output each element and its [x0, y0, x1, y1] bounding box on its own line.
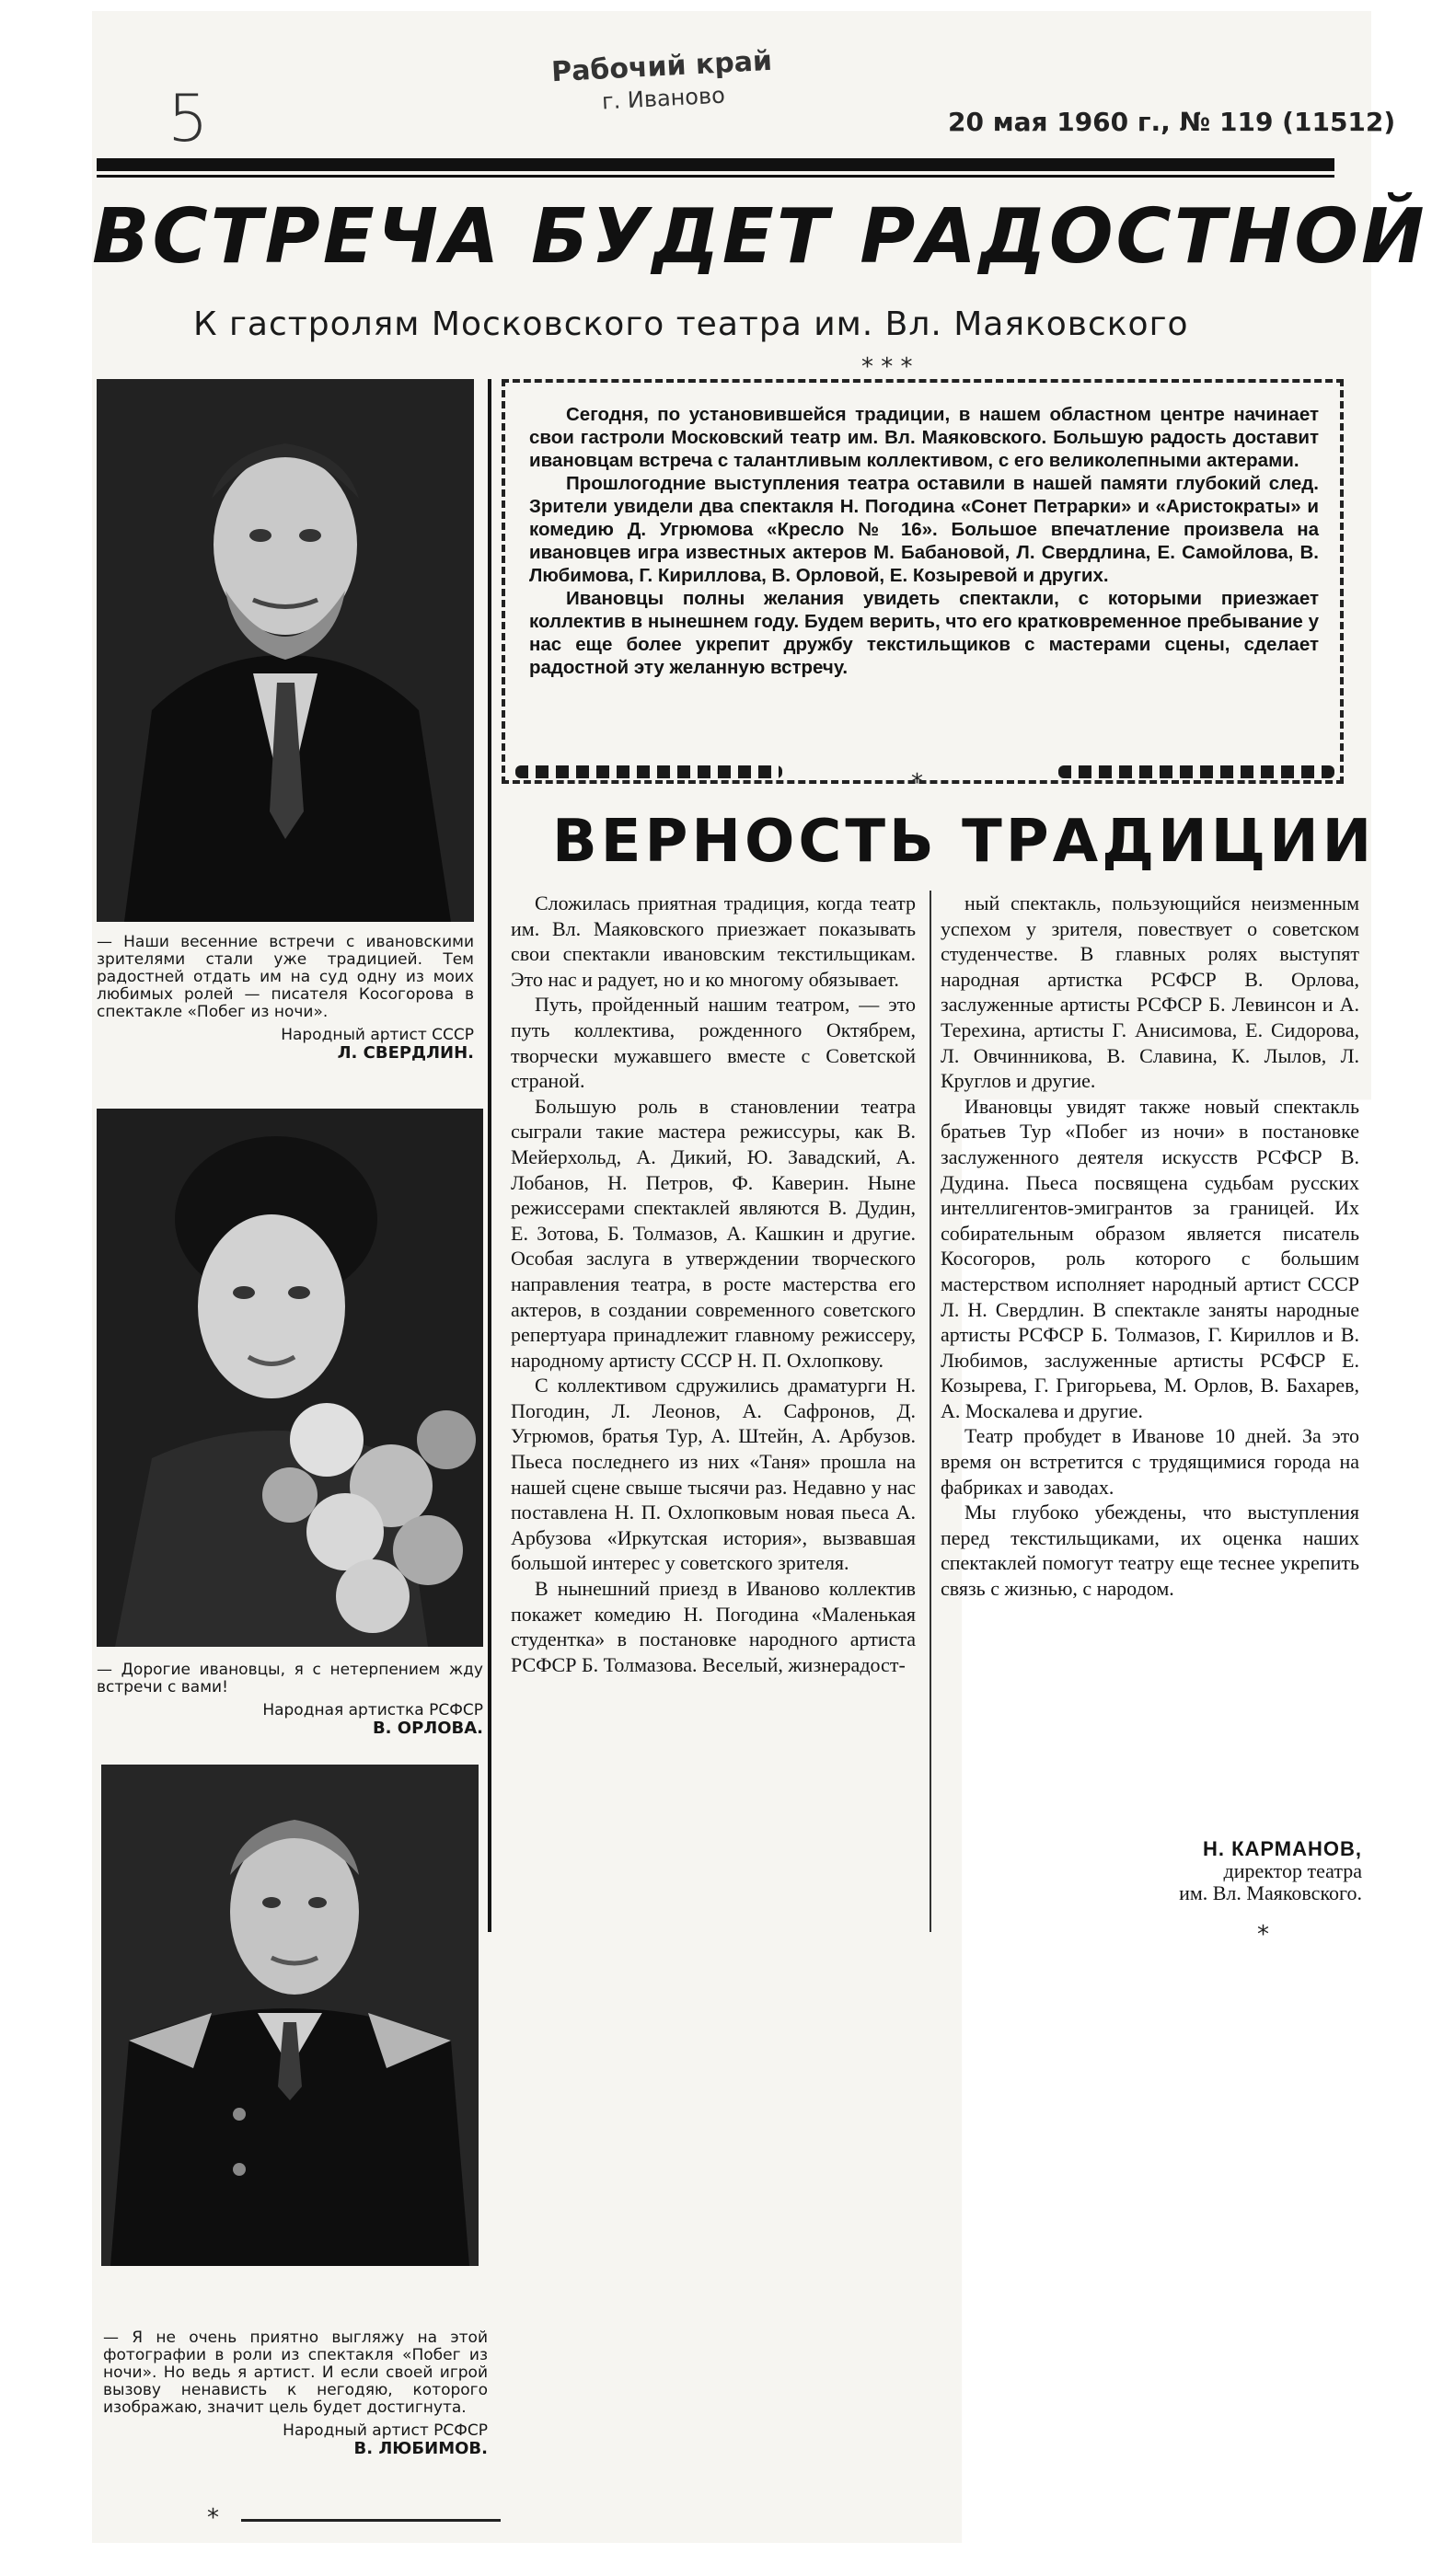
caption-role: Народная артистка РСФСР [262, 1701, 483, 1719]
intro-paragraph: Сегодня, по установившейся традиции, в нашем областном центре начинает свои гастроли Московский театр им. Вл. Маяковского. Большую радость доставит ивановцам встреча с талантливым коллективом, с его великолепными актерами. [529, 404, 1319, 471]
caption-lyubimov [103, 2329, 488, 2457]
star-ornament: * [911, 769, 923, 797]
author-name: Н. КАРМАНОВ, [1202, 1837, 1362, 1860]
column-divider [488, 379, 491, 1932]
article-signature [976, 1838, 1362, 1904]
photo-sverdlin [97, 379, 474, 922]
article-paragraph: ный спектакль, пользующийся неизменным успехом у зрителя, повествует о советском студенчестве. В главных ролях выступят народная артистка РСФСР В. Орлова, заслуженные артисты РСФСР Б. Левинсон и А. Терехина, артисты Г. Анисимова, Е. Сидорова, Л. Овчинникова, В. Славина, К. Лылов, Л. Круглов и другие. [941, 891, 1359, 1093]
photo-orlova [97, 1109, 483, 1647]
handwritten-number: 5 [167, 81, 209, 156]
article-paragraph: Путь, пройденный нашим театром, — это путь коллектива, рожденного Октябрем, творчески мужавшего вместе с Советской страной. [511, 993, 916, 1093]
intro-text [529, 403, 1319, 679]
newspaper-name: Рабочий край [550, 44, 773, 89]
article-column-1 [511, 891, 916, 1677]
caption-quote: — Дорогие ивановцы, я с нетерпением жду встречи с вами! [97, 1661, 483, 1696]
caption-sverdlin [97, 934, 474, 1062]
portrait-sverdlin-image [97, 379, 474, 922]
wavy-rule-left [515, 765, 782, 778]
bottom-star-ornament: * [207, 2504, 219, 2532]
portrait-orlova-image [97, 1109, 483, 1647]
subheadline: К гастролям Московского театра им. Вл. Маяковского [193, 305, 1189, 343]
article-paragraph: Сложилась приятная традиция, когда театр им. Вл. Маяковского приезжает показывать свои спектакли ивановским текстильщикам. Это нас и радует, но и ко многому обязывает. [511, 891, 916, 991]
author-title: директор театра [1223, 1859, 1362, 1882]
caption-role: Народный артист РСФСР [283, 2421, 488, 2440]
caption-name: В. ЛЮБИМОВ. [353, 2439, 488, 2458]
caption-name: В. ОРЛОВА. [372, 1719, 483, 1738]
article-paragraph: Ивановцы увидят также новый спектакль братьев Тур «Побег из ночи» в постановке заслуженного деятеля искусств РСФСР В. Дудина. Пьеса посвящена судьбам русских интеллигентов-эмигрантов за границей. Их собирательным образом является писатель Косогоров, роль которого с большим мастерством исполняет народный артист СССР Л. Н. Свердлин. В спектакле заняты народные артисты РСФСР Б. Толмазов, Г. Кириллов и В. Любимов, заслуженные артисты РСФСР Е. Козырева, Г. Григорьева, М. Орлов, В. Бахарев, А. Москалева и другие. [941, 1094, 1359, 1422]
article-title: ВЕРНОСТЬ ТРАДИЦИИ [552, 808, 1376, 876]
newspaper-stamp [550, 46, 774, 120]
article-paragraph: Мы глубоко убеждены, что выступления перед текстильщиками, их оценка наших спектаклей помогут театру еще теснее укрепить связь с жизнью, с народом. [941, 1501, 1359, 1601]
issue-date: 20 мая 1960 г., № 119 (11512) [948, 107, 1396, 137]
caption-orlova [97, 1662, 483, 1737]
masthead-rule-thin [97, 175, 1334, 178]
portrait-lyubimov-image [101, 1765, 479, 2266]
caption-name: Л. СВЕРДЛИН. [337, 1043, 474, 1063]
article-paragraph: Театр пробудет в Иванове 10 дней. За это время он встретится с трудящимися города на фабриках и заводах. [941, 1424, 1359, 1499]
bottom-rule [241, 2519, 501, 2522]
caption-role: Народный артист СССР [281, 1026, 474, 1044]
article-paragraph: Большую роль в становлении театра сыграли такие мастера режиссуры, как В. Мейерхольд, А. Дикий, Ю. Завадский, А. Лобанов, Н. Петров, Ф. Каверин. Ныне режиссерами спектаклей являются В. Дудин, Е. Зотова, Б. Толмазов, А. Кашкин и другие. Особая заслуга в утверждении творческого направления театра, в росте мастерства его актеров, в создании современного советского репертуара принадлежит главному режиссеру, народному артисту СССР Н. П. Охлопкову. [511, 1094, 916, 1372]
intro-paragraph: Прошлогодние выступления театра оставили в нашей памяти глубокий след. Зрители увидели два спектакля Н. Погодина «Сонет Петрарки» и «Аристократы» и комедию Д. Угрюмова «Кресло № 16». Большое впечатление произвела на ивановцев игра известных актеров М. Бабановой, Л. Свердлина, Е. Самойлова, В. Любимова, Г. Кириллова, В. Орловой, Е. Козыревой и других. [529, 473, 1319, 586]
photo-lyubimov [101, 1765, 479, 2266]
masthead-rule [97, 158, 1334, 171]
intro-paragraph: Ивановцы полны желания увидеть спектакли, с которыми приезжает коллектив в нынешнем году. Будем верить, что его кратковременное пребывание у нас еще более укрепит дружбу текстильщиков с мастерами сцены, сделает радостной эту желанную встречу. [529, 588, 1319, 678]
article-column-2 [941, 891, 1359, 1602]
caption-quote: — Наши весенние встречи с ивановскими зрителями стали уже традицией. Тем радостней отдать им на суд одну из моих любимых ролей — писателя Косогорова в спектакле «Побег из ночи». [97, 933, 474, 1021]
author-theatre: им. Вл. Маяковского. [1179, 1881, 1362, 1904]
three-stars-ornament: * * * [861, 353, 913, 381]
end-star-ornament: * [1257, 1921, 1269, 1949]
wavy-rule-right [1058, 765, 1334, 778]
intro-box [502, 379, 1344, 784]
article-paragraph: С коллективом сдружились драматурги Н. Погодин, Л. Леонов, А. Сафронов, Д. Угрюмов, братья Тур, А. Штейн, А. Арбузов. Пьеса последнего из них «Таня» прошла на нашей сцене свыше тысячи раз. Недавно у нас поставлена Н. П. Охлопковым новая пьеса А. Арбузова «Иркутская история», вызвавшая большой интерес у советского зрителя. [511, 1374, 916, 1575]
caption-quote: — Я не очень приятно выгляжу на этой фотографии в роли из спектакля «Побег из ночи». Но ведь я артист. И если своей игрой вызову ненависть к негодяю, которого изображаю, значит цель будет достигнута. [103, 2329, 488, 2417]
article-column-rule [930, 891, 931, 1932]
headline: ВСТРЕЧА БУДЕТ РАДОСТНОЙ [92, 193, 1427, 281]
article-paragraph: В нынешний приезд в Иваново коллектив покажет комедию Н. Погодина «Маленькая студентка» в постановке народного артиста РСФСР Б. Толмазова. Веселый, жизнерадост- [511, 1577, 916, 1676]
newspaper-city: г. Иваново [601, 82, 726, 115]
